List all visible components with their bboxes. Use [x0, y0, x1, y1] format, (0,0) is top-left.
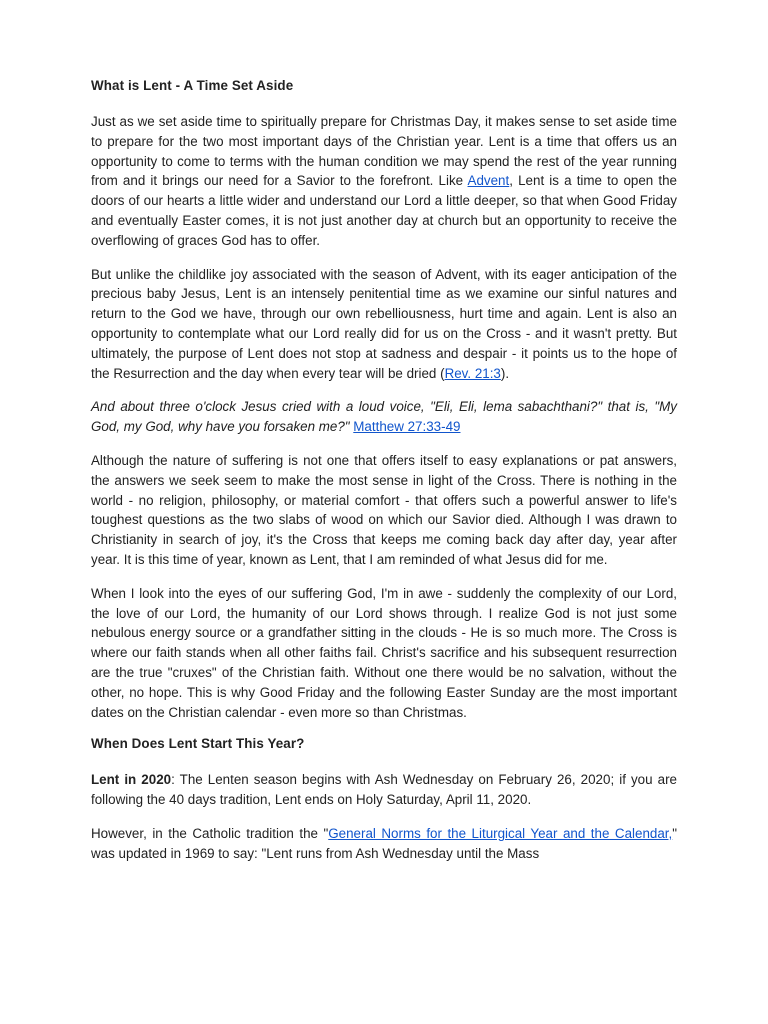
paragraph-advent-text-a: But unlike the childlike joy associated with the season of Advent, with its eager anticipation of the precious baby Jesus, Lent is an intensely penitential time as we examine our sinful natures and return to the God we have, through our own rebelliousness, hurt time and again. Lent is also an opportunity to contemplate what our Lord really did for us on the Cross - and it wasn't pretty. But ultimately, the purpose of Lent does not stop at sadness and despair - it points us to the hope of the Resurrection and the day when every tear will be dried (: [91, 266, 677, 381]
paragraph-intro: [91, 112, 677, 251]
paragraph-catholic-tradition: [91, 824, 677, 864]
paragraph-suffering: Although the nature of suffering is not one that offers itself to easy explanations or pat answers, the answers we seek seem to make the most sense in light of the Cross. There is nothing in the world - no religion, philosophy, or material comfort - that offers such a powerful answer to life's toughest questions as the two slabs of wood on which our Savior died. Although I was drawn to Christianity in search of joy, it's the Cross that keeps me coming back day after day, year after year. It is this time of year, known as Lent, that I am reminded of what Jesus did for me.: [91, 452, 677, 567]
rev-21-3-link[interactable]: Rev. 21:3: [444, 365, 501, 381]
paragraph-advent-text-b: ).: [500, 365, 510, 381]
paragraph-intro-text-a: Just as we set aside time to spiritually prepare for Christmas Day, it makes sense to set aside time to prepare for the two most important days of the Christian year. Lent is a time that offers us an opportunity to come to terms with the human condition we may spend the rest of the year running from and it brings our need for a Savior to the forefront. Like: [91, 114, 677, 189]
matthew-27-link[interactable]: Matthew 27:33-49: [353, 419, 461, 435]
paragraph-lent-2020: [91, 770, 677, 810]
lent-2020-text: : The Lenten season begins with Ash Wednesday on February 26, 2020; if you are following the 40 days tradition, Lent ends on Holy Saturday, April 11, 2020.: [91, 772, 677, 808]
paragraph-advent-contrast: [91, 265, 677, 384]
scripture-quote-text: And about three o'clock Jesus cried with a loud voice, "Eli, Eli, lema sabachthani?" that is, "My God, my God, why have you forsaken me?": [91, 399, 677, 435]
section-heading-what-is-lent: What is Lent - A Time Set Aside: [91, 78, 294, 93]
advent-link[interactable]: Advent: [467, 173, 510, 189]
paragraph-suffering-god: When I look into the eyes of our suffering God, I'm in awe - suddenly the complexity of our Lord, the love of our Lord, the humanity of our Lord shows through. I realize God is not just some nebulous energy source or a grandfather sitting in the clouds - He is so much more. The Cross is where our faith stands when all other faiths fail. Christ's sacrifice and his subsequent resurrection are the true "cruxes" of the Christian faith. Without one there would be no salvation, without the other, no hope. This is why Good Friday and the following Easter Sunday are the most important dates on the Christian calendar - even more so than Christmas.: [91, 585, 677, 720]
lent-2020-label: Lent in 2020: [91, 772, 172, 788]
paragraph-intro-text-b: , Lent is a time to open the doors of our hearts a little wider and understand our Lord a little deeper, so that when Good Friday and eventually Easter comes, it is not just another day at church but an opportunity to receive the overflowing of graces God has to offer.: [91, 173, 678, 248]
general-norms-link[interactable]: General Norms for the Liturgical Year and the Calendar,: [328, 825, 673, 841]
paragraph-catholic-text-b: " was updated in 1969 to say: "Lent runs from Ash Wednesday until the Mass: [91, 825, 678, 861]
section-heading-when-lent-starts: When Does Lent Start This Year?: [91, 736, 305, 752]
scripture-quote: [91, 397, 677, 437]
paragraph-catholic-text-a: However, in the Catholic tradition the ": [91, 825, 329, 841]
